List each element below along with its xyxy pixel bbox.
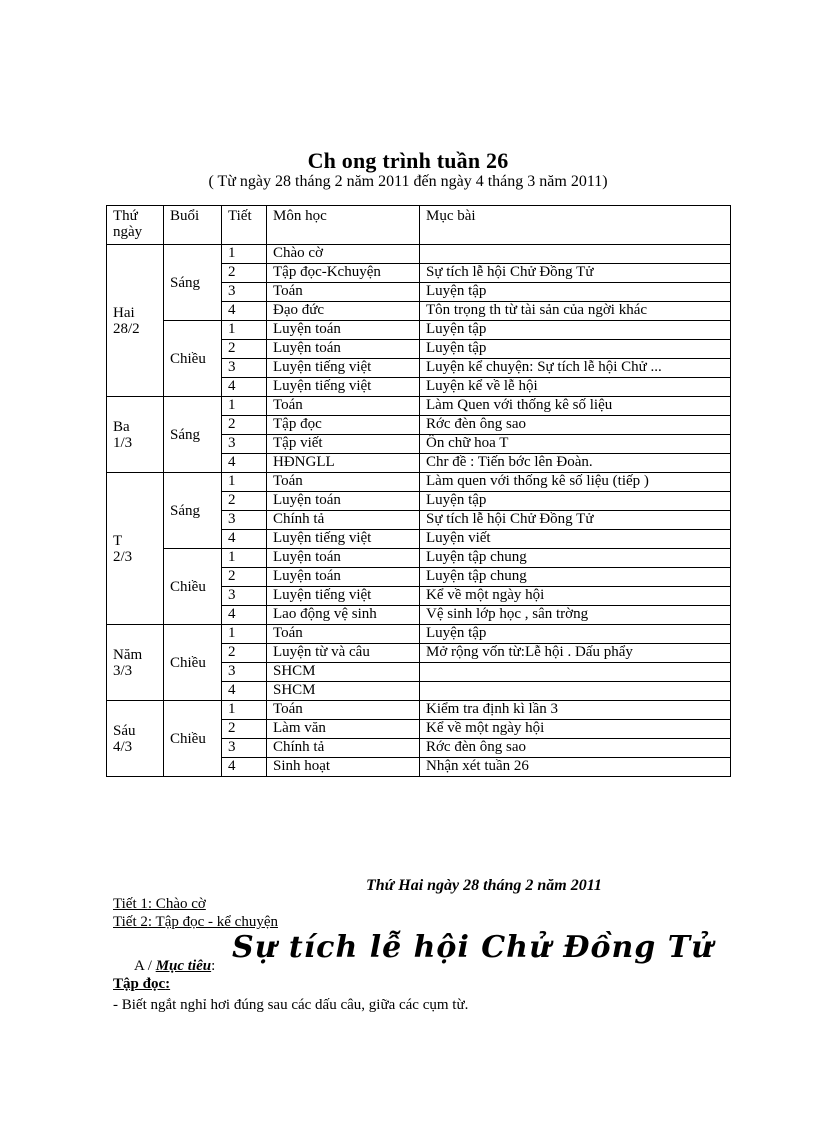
subject-cell: Sinh hoạt <box>267 758 420 777</box>
subject-cell: Toán <box>267 625 420 644</box>
subject-cell: Luyện toán <box>267 340 420 359</box>
subject-cell: Tập đọc-Kchuyện <box>267 264 420 283</box>
subject-cell: HĐNGLL <box>267 454 420 473</box>
subject-cell: Toán <box>267 473 420 492</box>
period-cell: 2 <box>222 416 267 435</box>
table-row <box>107 245 731 264</box>
session-cell: Sáng <box>164 473 222 549</box>
session-cell: Chiều <box>164 701 222 777</box>
subject-cell: Luyện toán <box>267 321 420 340</box>
period-cell: 3 <box>222 283 267 302</box>
table-row <box>107 625 731 644</box>
period-cell: 4 <box>222 758 267 777</box>
period-cell: 2 <box>222 720 267 739</box>
table-row <box>107 473 731 492</box>
period-cell: 2 <box>222 340 267 359</box>
period-1-label: Tiết 1 <box>113 896 148 912</box>
column-header-lesson: Mục bài <box>420 206 731 245</box>
lesson-cell: Làm Quen với thống kê số liệu <box>420 397 731 416</box>
day-name: Năm <box>113 646 143 663</box>
period-cell: 1 <box>222 625 267 644</box>
day-date: 1/3 <box>113 434 133 451</box>
lesson-cell: Luyện tập chung <box>420 568 731 587</box>
day-cell <box>107 625 164 701</box>
period-cell: 4 <box>222 682 267 701</box>
period-cell: 1 <box>222 549 267 568</box>
period-2-text: : Tập đọc - kể chuyện <box>147 914 278 930</box>
period-cell: 3 <box>222 663 267 682</box>
session-cell: Sáng <box>164 397 222 473</box>
lesson-cell: Luyện tập <box>420 321 731 340</box>
period-cell: 1 <box>222 701 267 720</box>
column-header-session: Buổi <box>164 206 222 245</box>
lesson-cell <box>420 663 731 682</box>
table-row <box>107 321 731 340</box>
day-date: 4/3 <box>113 738 133 755</box>
lesson-cell: Luyện kể về lễ hội <box>420 378 731 397</box>
objectives-label: Mục tiêu <box>155 958 212 974</box>
subject-cell: Chào cờ <box>267 245 420 264</box>
column-header-subject: Môn học <box>267 206 420 245</box>
subject-cell: SHCM <box>267 663 420 682</box>
subject-cell: Làm văn <box>267 720 420 739</box>
day-cell <box>107 245 164 397</box>
period-cell: 1 <box>222 397 267 416</box>
subject-cell: Luyện tiếng việt <box>267 530 420 549</box>
lesson-cell: Kiểm tra định kì lần 3 <box>420 701 731 720</box>
table-row <box>107 397 731 416</box>
period-2-label: Tiết 2 <box>113 914 148 930</box>
lesson-cell: Luyện tập <box>420 625 731 644</box>
period-cell: 4 <box>222 530 267 549</box>
period-cell: 1 <box>222 245 267 264</box>
day-date: 2/3 <box>113 548 133 565</box>
period-2-line <box>113 914 278 931</box>
period-cell: 1 <box>222 321 267 340</box>
day-name: Sáu <box>113 722 136 739</box>
period-cell: 2 <box>222 644 267 663</box>
table-row <box>107 549 731 568</box>
lesson-date: Thứ Hai ngày 28 tháng 2 năm 2011 <box>366 877 602 894</box>
session-cell: Chiều <box>164 321 222 397</box>
lesson-cell: Sự tích lễ hội Chử Đồng Tử <box>420 264 731 283</box>
column-header-day: Thứ ngày <box>107 206 164 245</box>
lesson-cell: Rớc đèn ông sao <box>420 416 731 435</box>
day-date: 3/3 <box>113 662 133 679</box>
lesson-cell: Chr đề : Tiến bớc lên Đoàn. <box>420 454 731 473</box>
period-cell: 4 <box>222 378 267 397</box>
subject-cell: Luyện tiếng việt <box>267 378 420 397</box>
objectives-suffix: : <box>211 958 216 974</box>
lesson-cell: Tôn trọng th từ tài sản của ngời khác <box>420 302 731 321</box>
session-cell: Chiều <box>164 625 222 701</box>
lesson-cell: Rớc đèn ông sao <box>420 739 731 758</box>
subject-cell: Luyện tiếng việt <box>267 359 420 378</box>
subject-cell: Toán <box>267 701 420 720</box>
subject-cell: Lao động vệ sinh <box>267 606 420 625</box>
table-row <box>107 701 731 720</box>
session-cell: Chiều <box>164 549 222 625</box>
period-cell: 2 <box>222 264 267 283</box>
lesson-cell: Luyện tập chung <box>420 549 731 568</box>
lesson-cell: Nhận xét tuần 26 <box>420 758 731 777</box>
lesson-title-banner: Sự tích lễ hội Chử Đồng Tử <box>232 930 714 965</box>
day-name: Hai <box>113 304 135 321</box>
period-cell: 2 <box>222 492 267 511</box>
period-cell: 4 <box>222 302 267 321</box>
reading-suffix: : <box>165 976 171 992</box>
subject-cell: Tập viết <box>267 435 420 454</box>
subject-cell: Toán <box>267 283 420 302</box>
lesson-cell: Sự tích lễ hội Chử Đồng Tử <box>420 511 731 530</box>
day-name: T <box>113 532 123 549</box>
date-range-subtitle: ( Từ ngày 28 tháng 2 năm 2011 đến ngày 4 tháng 3 năm 2011) <box>208 173 608 190</box>
lesson-cell: Luyện viết <box>420 530 731 549</box>
table-header-row <box>107 206 731 245</box>
reading-subheading <box>113 976 170 993</box>
objectives-heading <box>134 958 215 975</box>
subject-cell: Tập đọc <box>267 416 420 435</box>
period-cell: 3 <box>222 511 267 530</box>
page-title: Ch ong trình tuần 26 <box>307 148 509 173</box>
lesson-cell <box>420 682 731 701</box>
subject-cell: SHCM <box>267 682 420 701</box>
period-cell: 3 <box>222 739 267 758</box>
day-cell <box>107 701 164 777</box>
day-date: 28/2 <box>113 320 140 337</box>
lesson-cell: Luyện tập <box>420 492 731 511</box>
subject-cell: Toán <box>267 397 420 416</box>
subject-cell: Chính tả <box>267 511 420 530</box>
schedule-body <box>107 245 731 777</box>
period-1-text: : Chào cờ <box>147 896 206 912</box>
subject-cell: Luyện toán <box>267 568 420 587</box>
period-cell: 4 <box>222 606 267 625</box>
lesson-cell: Luyện tập <box>420 283 731 302</box>
subject-cell: Luyện toán <box>267 492 420 511</box>
day-cell <box>107 397 164 473</box>
session-cell: Sáng <box>164 245 222 321</box>
period-cell: 3 <box>222 435 267 454</box>
day-cell <box>107 473 164 625</box>
subject-cell: Luyện từ và câu <box>267 644 420 663</box>
lesson-cell: Vệ sinh lớp học , sân trờng <box>420 606 731 625</box>
subject-cell: Đạo đức <box>267 302 420 321</box>
day-name: Ba <box>113 418 130 435</box>
lesson-cell: Kể về một ngày hội <box>420 587 731 606</box>
lesson-cell: Luyện tập <box>420 340 731 359</box>
subject-cell: Chính tả <box>267 739 420 758</box>
lesson-cell: Mở rộng vốn từ:Lễ hội . Dấu phẩy <box>420 644 731 663</box>
period-cell: 2 <box>222 568 267 587</box>
period-cell: 3 <box>222 359 267 378</box>
objective-point-1: - Biết ngắt nghỉ hơi đúng sau các dấu câu, giữa các cụm từ. <box>113 997 469 1013</box>
lesson-cell <box>420 245 731 264</box>
subject-cell: Luyện toán <box>267 549 420 568</box>
reading-label: Tập đọc <box>113 976 166 992</box>
column-header-period: Tiết <box>222 206 267 245</box>
period-cell: 3 <box>222 587 267 606</box>
lesson-cell: Luyện kể chuyện: Sự tích lễ hội Chử ... <box>420 359 731 378</box>
schedule-table <box>106 205 731 777</box>
subject-cell: Luyện tiếng việt <box>267 587 420 606</box>
period-1-line <box>113 896 206 913</box>
objectives-prefix: A / <box>134 958 156 974</box>
lesson-cell: Ôn chữ hoa T <box>420 435 731 454</box>
period-cell: 1 <box>222 473 267 492</box>
lesson-cell: Kể về một ngày hội <box>420 720 731 739</box>
period-cell: 4 <box>222 454 267 473</box>
lesson-cell: Làm quen với thống kê số liệu (tiếp ) <box>420 473 731 492</box>
